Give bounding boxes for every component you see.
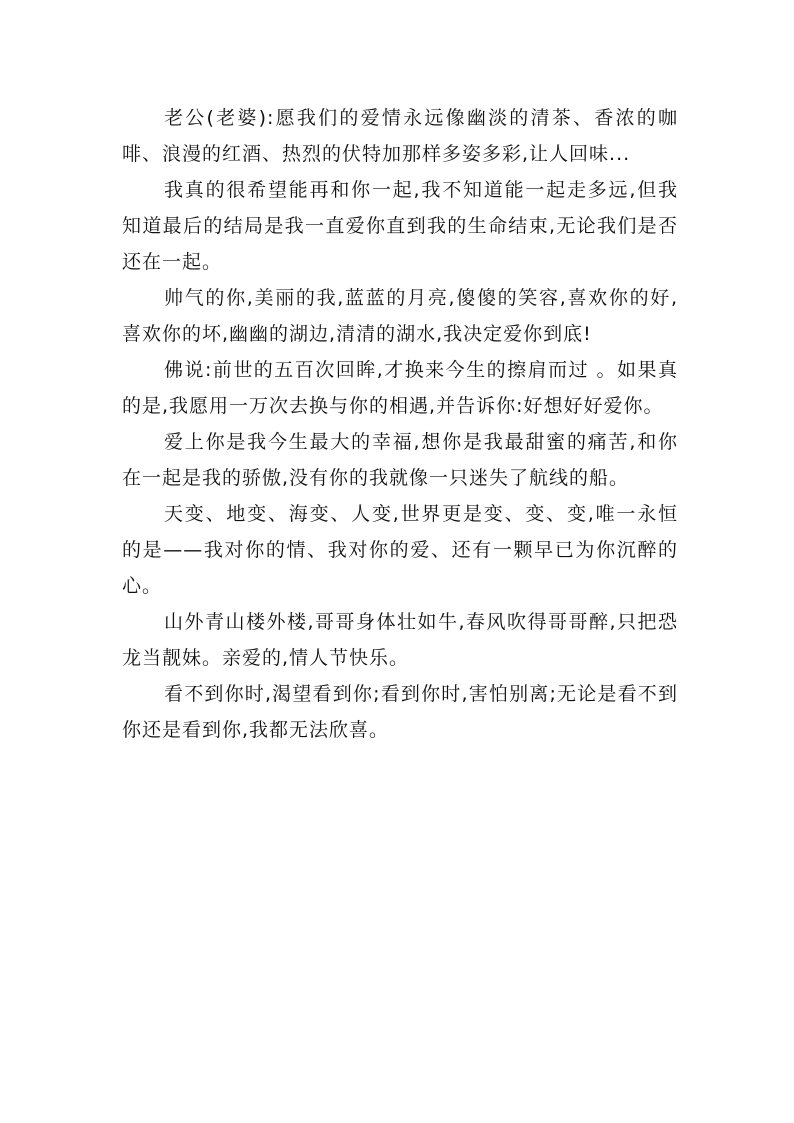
paragraph-6: 天变、地变、海变、人变,世界更是变、变、变,唯一永恒的是——我对你的情、我对你的爱、还有一颗早已为你沉醉的心。 bbox=[122, 503, 678, 597]
paragraph-8: 看不到你时,渴望看到你;看到你时,害怕别离;无论是看不到你还是看到你,我都无法欣喜。 bbox=[122, 683, 678, 741]
paragraph-4: 佛说:前世的五百次回眸,才换来今生的擦肩而过 。如果真的是,我愿用一万次去换与你的相遇,并告诉你:好想好好爱你。 bbox=[122, 359, 678, 417]
document-body bbox=[122, 100, 678, 748]
paragraph-1: 老公(老婆):愿我们的爱情永远像幽淡的清茶、香浓的咖啡、浪漫的红酒、热烈的伏特加那样多姿多彩,让人回味... bbox=[122, 107, 678, 165]
paragraph-3: 帅气的你,美丽的我,蓝蓝的月亮,傻傻的笑容,喜欢你的好,喜欢你的坏,幽幽的湖边,清清的湖水,我决定爱你到底! bbox=[122, 287, 678, 345]
paragraph-7: 山外青山楼外楼,哥哥身体壮如牛,春风吹得哥哥醉,只把恐龙当靓妹。亲爱的,情人节快乐。 bbox=[122, 611, 678, 669]
paragraph-2: 我真的很希望能再和你一起,我不知道能一起走多远,但我知道最后的结局是我一直爱你直到我的生命结束,无论我们是否还在一起。 bbox=[122, 179, 678, 273]
paragraph-5: 爱上你是我今生最大的幸福,想你是我最甜蜜的痛苦,和你在一起是我的骄傲,没有你的我就像一只迷失了航线的船。 bbox=[122, 431, 678, 489]
